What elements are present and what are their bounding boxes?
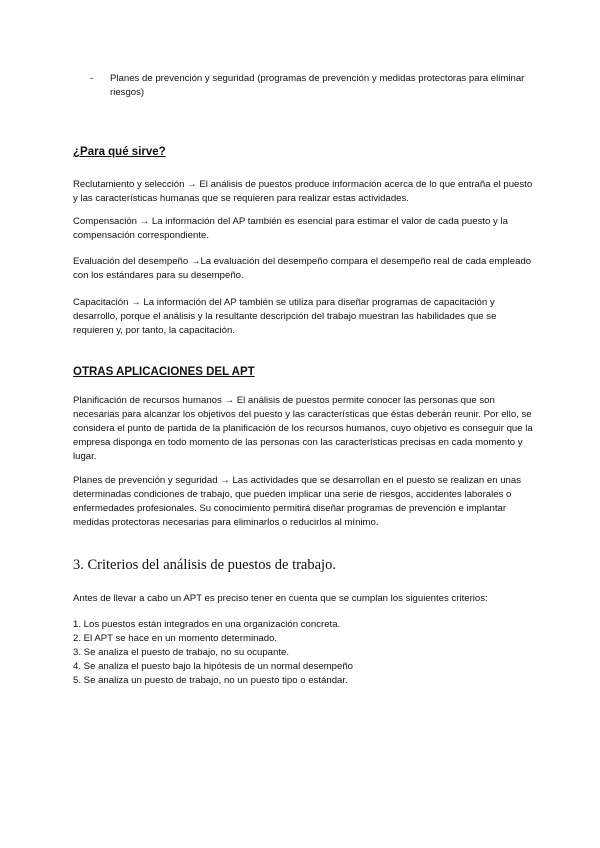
heading-otras-aplicaciones: OTRAS APLICACIONES DEL APT: [73, 366, 255, 378]
heading-para-que-sirve: ¿Para qué sirve?: [73, 146, 166, 158]
bullet-item: [90, 72, 535, 100]
paragraph-reclutamiento: Reclutamiento y selección → El análisis de puestos produce información acerca de lo que entraña el puesto y las características humanas que se requieren para realizar estas actividades.: [73, 179, 533, 204]
paragraph-compensacion: Compensación → La información del AP también es esencial para estimar el valor de cada puesto y la compensación correspondiente.: [73, 216, 508, 241]
paragraph-prevencion: Planes de prevención y seguridad → Las actividades que se desarrollan en el puesto se realizan en unas determinadas condiciones de trabajo, que pueden implicar una serie de riesgos, accidentes laborales o enfermedades profesionales. Su conocimiento permitirá diseñar programas de prevención e implantar medidas protectoras necesarias para eliminarlos o reducirlos al mínimo.: [73, 475, 521, 528]
criteria-item: 2. El APT se hace en un momento determinado.: [73, 633, 278, 644]
bullet-marker: -: [90, 73, 94, 84]
bullet-text: Planes de prevención y seguridad (programas de prevención y medidas protectoras para eliminar riesgos): [110, 73, 525, 98]
criteria-item: 1. Los puestos están integrados en una organización concreta.: [73, 619, 341, 630]
paragraph-planificacion: Planificación de recursos humanos → El análisis de puestos permite conocer las personas que son necesarias para alcanzar los objetivos del puesto y las características que éstas deberán reunir. Por ello, se considera el punto de partida de la planificación de los recursos humanos, cuyo objetivo es conseguir que la empresa disponga en todo momento de las personas con las características precisas en cada momento y lugar.: [73, 395, 533, 462]
paragraph-evaluacion: Evaluación del desempeño →La evaluación del desempeño compara el desempeño real de cada empleado con los estándares para su desempeño.: [73, 256, 532, 281]
criteria-item: 3. Se analiza el puesto de trabajo, no su ocupante.: [73, 647, 290, 658]
criteria-intro: Antes de llevar a cabo un APT es preciso tener en cuenta que se cumplan los siguientes criterios:: [73, 593, 488, 604]
paragraph-capacitacion: Capacitación → La información del AP también se utiliza para diseñar programas de capacitación y desarrollo, porque el análisis y la resultante descripción del trabajo muestran las habilidades que se requieren y, por tanto, la capacitación.: [73, 297, 497, 336]
section-heading-criterios: 3. Criterios del análisis de puestos de trabajo.: [73, 557, 336, 573]
criteria-item: 4. Se analiza el puesto bajo la hipótesis de un normal desempeño: [73, 661, 354, 672]
criteria-item: 5. Se analiza un puesto de trabajo, no un puesto tipo o estándar.: [73, 675, 348, 686]
criteria-list: [73, 618, 535, 688]
